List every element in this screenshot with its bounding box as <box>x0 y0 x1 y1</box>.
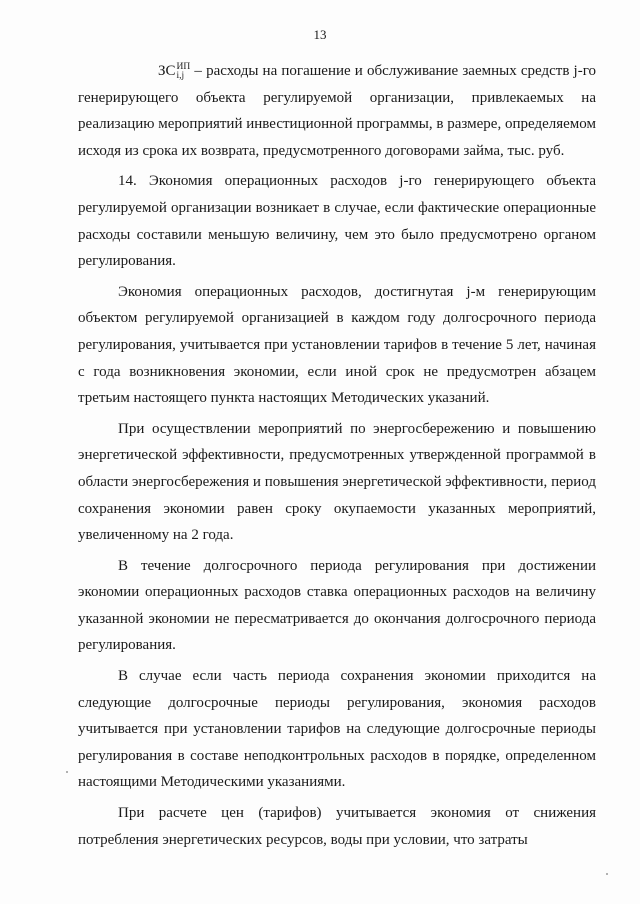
formula-symbol <box>118 58 190 85</box>
paragraph-savings-period: Экономия операционных расходов, достигнутая j-м генерирующим объектом регулируемой организацией в каждом году долгосрочного периода регулирования, учитывается при установлении тарифов в течение 5 лет, начиная с года возникновения экономии, если иной срок не предусмотрен абзацем третьим настоящего пункта настоящих Методических указаний. <box>78 283 596 407</box>
formula-indices <box>177 63 191 81</box>
definition-text: – расходы на погашение и обслуживание заемных средств j-го генерирующего объекта регулируемой организации, привлекаемых на реализацию мероприятий инвестиционной программы, в размере, определяемом исходя из срока их возврата, предусмотренного договорами займа, тыс. руб. <box>78 63 596 159</box>
definition-paragraph <box>78 58 596 164</box>
paragraph-next-periods: В случае если часть периода сохранения экономии приходится на следующие долгосрочные периоды регулирования, экономия расходов учитывается при установлении тарифов на следующие долгосрочные периоды регулирования в составе неподконтрольных расходов в порядке, определенном настоящими Методическими указаниями. <box>78 668 596 791</box>
scan-speck <box>606 873 608 875</box>
paragraph-price-calculation: При расчете цен (тарифов) учитывается экономия от снижения потребления энергетических ресурсов, воды при условии, что затраты <box>78 805 596 848</box>
paragraph-14: 14. Экономия операционных расходов j-го генерирующего объекта регулируемой организации возникает в случае, если фактические операционные расходы составили меньшую величину, чем это было предусмотрено органом регулирования. <box>78 173 596 270</box>
formula-superscript: ИП <box>176 61 191 72</box>
scan-speck <box>66 771 68 773</box>
paragraph-energy-saving: При осуществлении мероприятий по энергосбережению и повышению энергетической эффективности, предусмотренных утвержденной программой в области энергосбережения и повышения энергетической эффективности, период сохранения экономии равен сроку окупаемости указанных мероприятий, увеличенному на 2 года. <box>78 420 596 544</box>
formula-base: ЗС <box>158 63 176 79</box>
formula-subscript: i,j <box>176 70 185 81</box>
paragraph-long-term-period: В течение долгосрочного периода регулирования при достижении экономии операционных расходов ставка операционных расходов на величину указанной экономии не пересматривается до окончания долгосрочного периода регулирования. <box>78 557 596 654</box>
document-body <box>78 58 596 853</box>
page-number: 13 <box>313 27 327 42</box>
